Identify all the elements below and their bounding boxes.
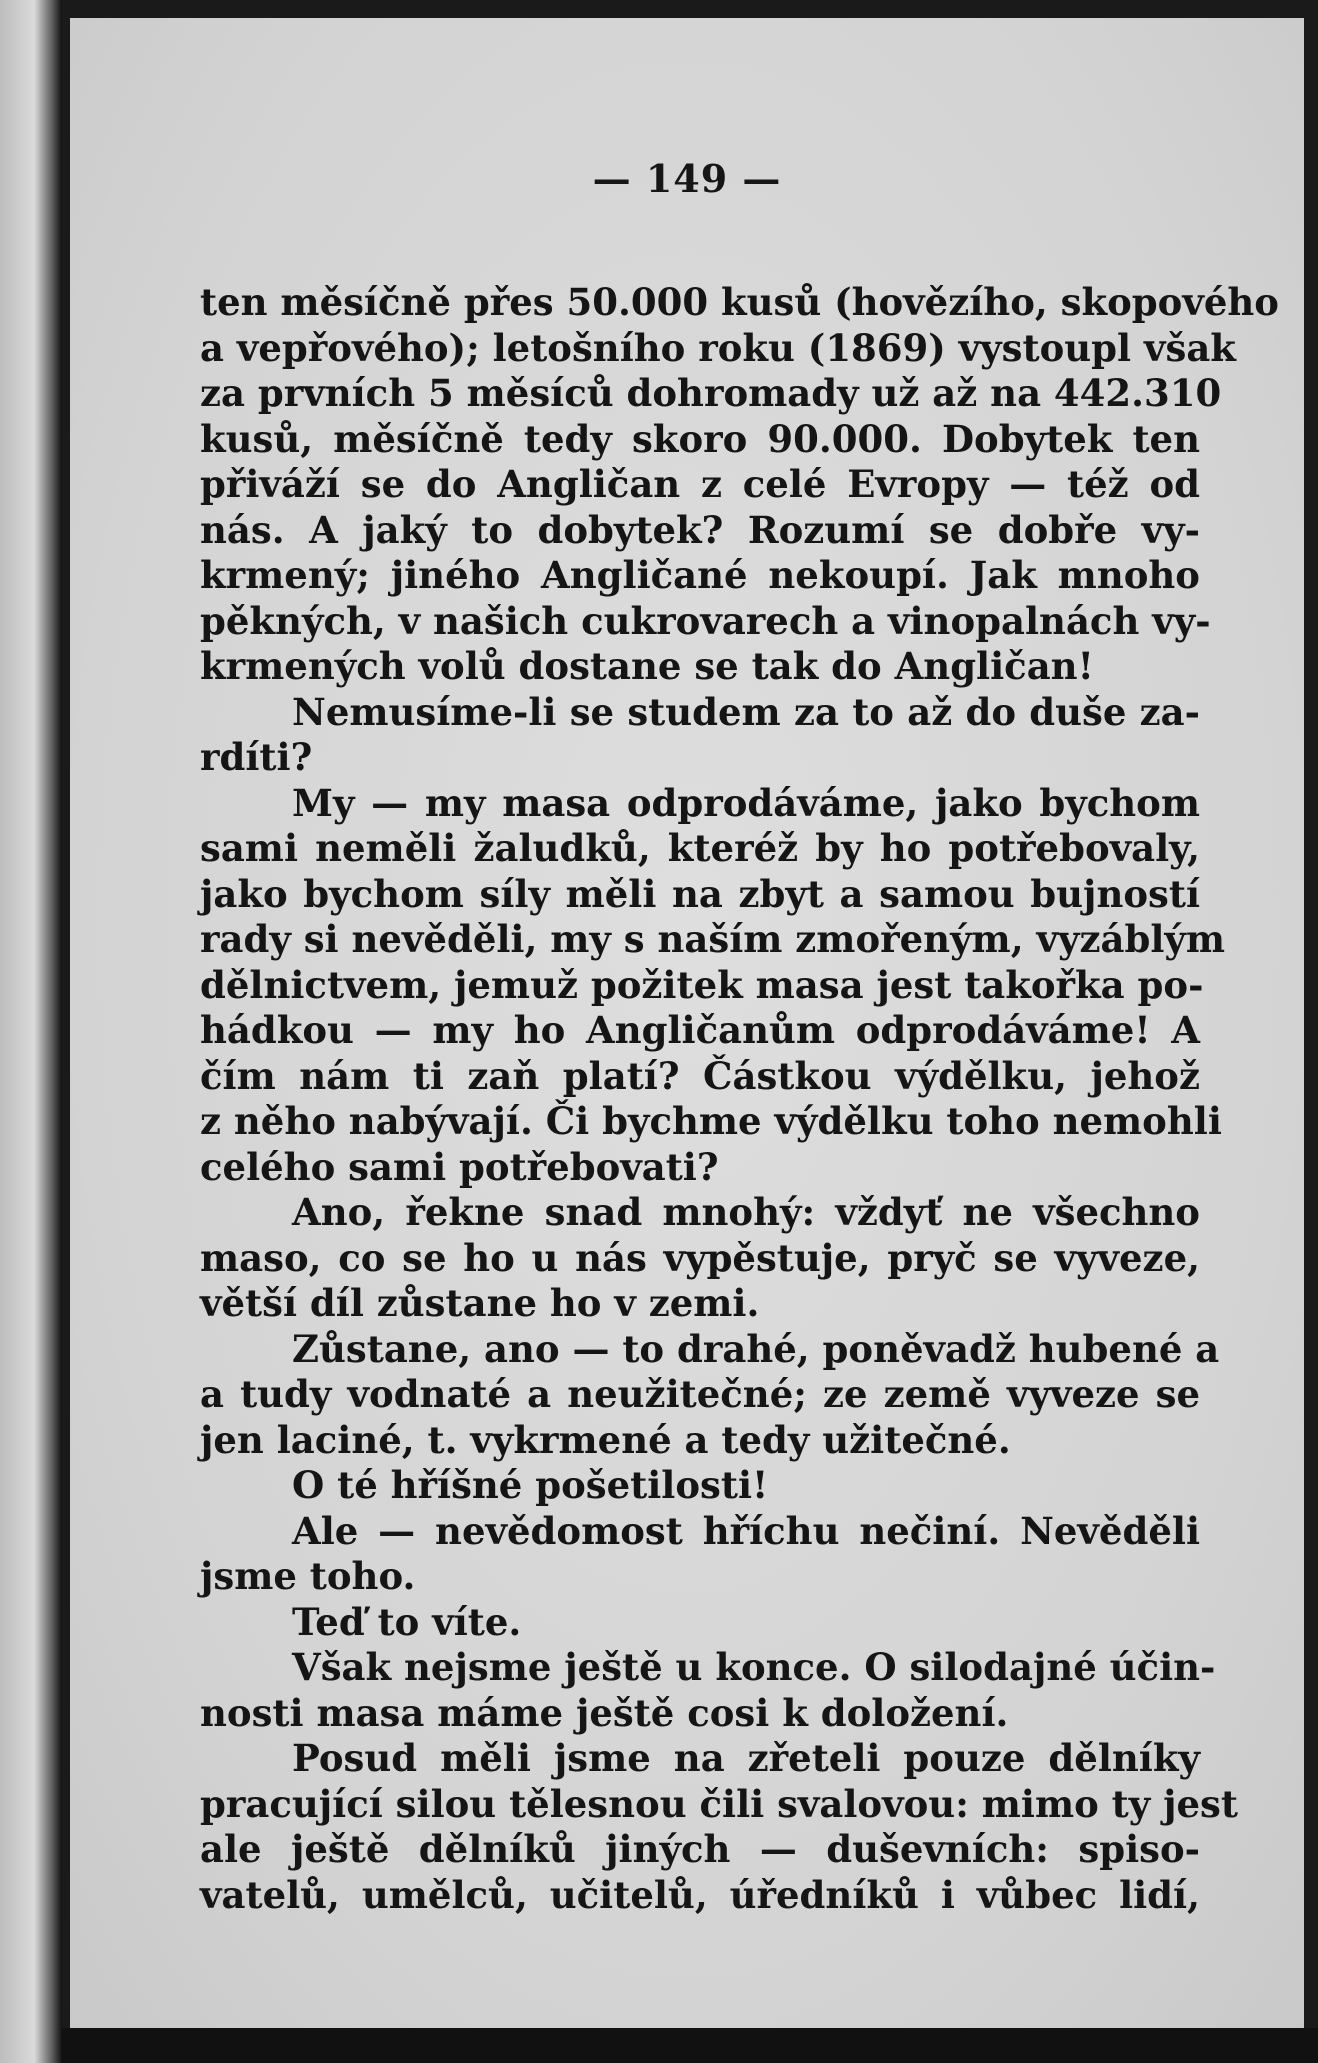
text-line: Teď to víte. (292, 1599, 522, 1644)
text-line: pěkných, v našich cukrovarech a vinopalnách vy- (200, 598, 1211, 643)
text-line: nosti masa máme ještě cosi k doložení. (200, 1690, 1009, 1735)
book-gutter (0, 0, 62, 2063)
text-line: dělnictvem, jemuž požitek masa jest takořka po- (200, 962, 1204, 1007)
text-line: Posud měli jsme na zřeteli pouze dělníky (292, 1736, 1200, 1780)
scan-border (62, 2028, 1318, 2063)
text-line: rdíti? (200, 735, 313, 779)
text-line: jako bychom síly měli na zbyt a samou bujností (200, 871, 1200, 916)
text-line: Ale — nevědomost hříchu nečiní. Nevěděli (292, 1508, 1200, 1553)
page-number: — 149 — (592, 156, 782, 201)
text-line: z něho nabývají. Či bychme výdělku toho nemohli (200, 1099, 1222, 1143)
text-line: krmených volů dostane se tak do Angličan! (200, 644, 1094, 688)
text-line: jen laciné, t. vykrmené a tedy užitečné. (200, 1417, 1011, 1462)
body-text (200, 280, 1279, 1918)
text-line: vatelů, umělců, učitelů, úředníků i vůbec lidí, (200, 1872, 1200, 1917)
book-page (70, 18, 1304, 2028)
text-line: a tudy vodnaté a neužitečné; ze země vyveze se (200, 1372, 1200, 1416)
text-line: ale ještě dělníků jiných — duševních: spiso- (200, 1827, 1200, 1871)
text-line: za prvních 5 měsíců dohromady už až na 442.310 (200, 371, 1222, 415)
text-line: a vepřového); letošního roku (1869) vystoupl však (200, 325, 1236, 370)
text-line: krmený; jiného Angličané nekoupí. Jak mnoho (200, 553, 1200, 597)
text-line: větší díl zůstane ho v zemi. (200, 1281, 760, 1325)
text-line: jsme toho. (200, 1554, 416, 1598)
text-line: nás. A jaký to dobytek? Rozumí se dobře vy- (200, 507, 1200, 552)
text-line: maso, co se ho u nás vypěstuje, pryč se vyveze, (200, 1235, 1200, 1280)
text-line: hádkou — my ho Angličanům odprodáváme! A (200, 1008, 1200, 1052)
text-line: Ano, řekne snad mnohý: vždyť ne všechno (292, 1190, 1200, 1234)
text-line: celého sami potřebovati? (200, 1144, 719, 1189)
text-line: O té hříšné pošetilosti! (292, 1463, 769, 1507)
text-line: ten měsíčně přes 50.000 kusů (hovězího, skopového (200, 280, 1279, 324)
text-line: My — my masa odprodáváme, jako bychom (292, 780, 1200, 825)
text-line: Zůstane, ano — to drahé, poněvadž hubené a (292, 1326, 1220, 1371)
text-line: Však nejsme ještě u konce. O silodajné účin- (292, 1645, 1216, 1689)
text-line: rady si nevěděli, my s naším zmořeným, vyzáblým (200, 917, 1226, 961)
text-line: přiváží se do Angličan z celé Evropy — též od (200, 462, 1200, 506)
text-line: kusů, měsíčně tedy skoro 90.000. Dobytek ten (200, 416, 1200, 461)
text-line: Nemusíme-li se studem za to až do duše za- (292, 689, 1200, 734)
text-line: čím nám ti zaň platí? Částkou výdělku, jehož (200, 1053, 1200, 1098)
text-line: sami neměli žaludků, kteréž by ho potřebovaly, (200, 826, 1200, 870)
text-line: pracující silou tělesnou čili svalovou: mimo ty jest (200, 1781, 1238, 1826)
